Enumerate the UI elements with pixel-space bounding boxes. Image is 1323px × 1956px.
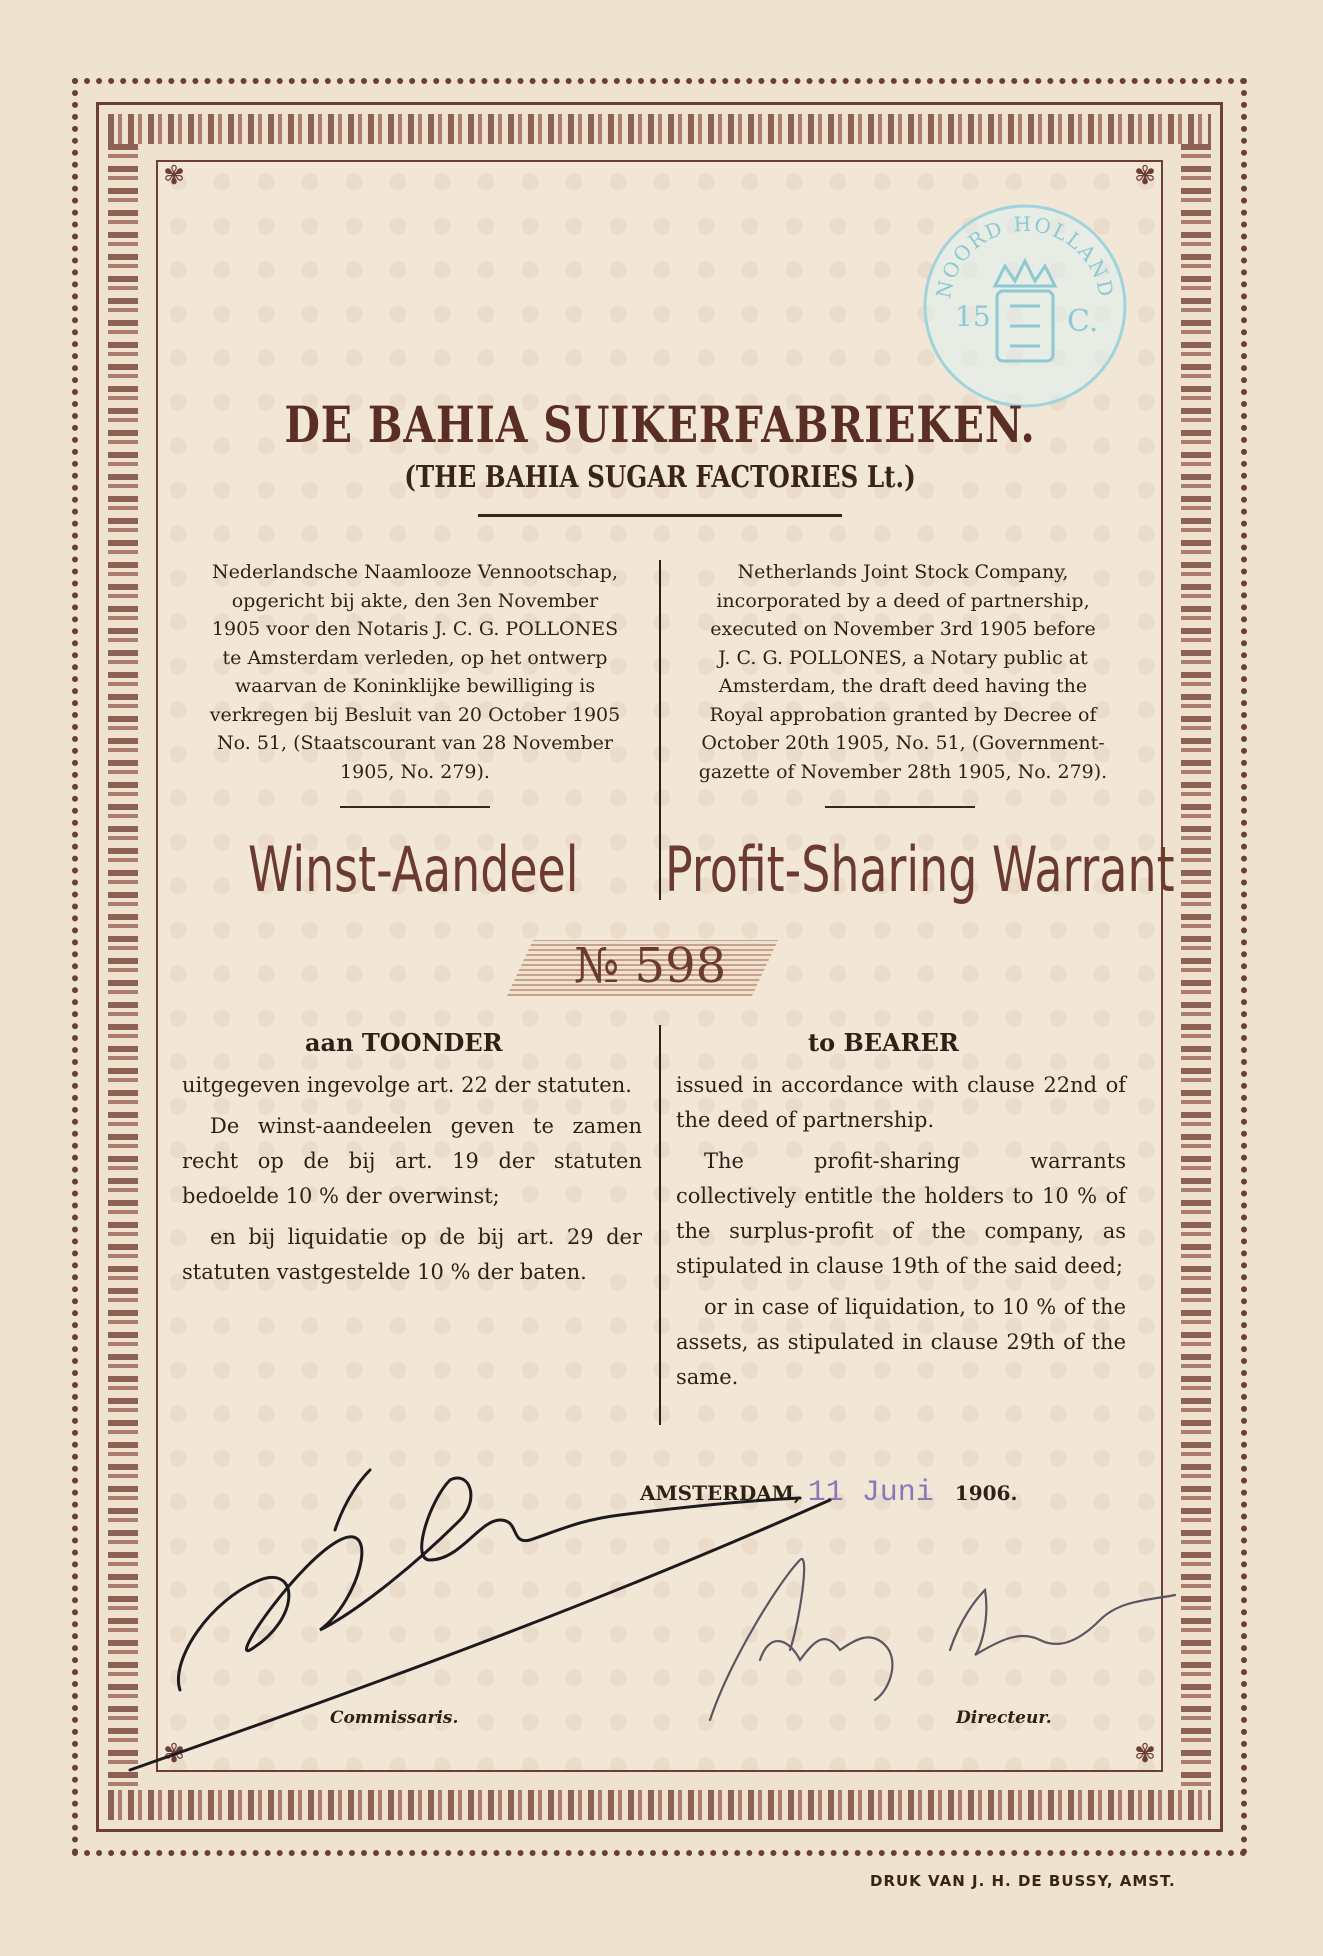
corner-ornament-icon: ✾ [163, 161, 185, 190]
issue-date-stamp: 11 Juni [807, 1476, 934, 1510]
intro-english: Netherlands Joint Stock Company, incorporated by a deed of partnership, executed on November 3rd 1905 before J. C. G. POLLONES, a Notary public at Amsterdam, the draft deed having the Royal approbation granted by Decree of October 20th 1905, No. 51, (Government- gazette of November 28th 1905, No. 279). [698, 561, 1108, 783]
stamp-value: 15 [955, 300, 991, 333]
warrant-type-en: Profit-Sharing Warrant [665, 833, 1175, 906]
issue-year: 1906. [954, 1481, 1018, 1505]
corner-ornament-icon: ✾ [163, 1739, 185, 1768]
corner-ornament-icon: ✾ [1134, 161, 1156, 190]
stamp-arc-text: NOORD HOLLAND [931, 211, 1119, 301]
signature-role-commissaris: Commissaris. [330, 1708, 459, 1728]
terms-english: issued in accordance with clause 22nd of the deed of partnership. The profit-sharing warrants collectively entitle the holders to 10 % of the surplus-profit of the company, as stipulated in clause 19th of the said deed; or in case of liquidation, to 10 % of the assets, as stipulated in clause 29th of the same. [676, 1073, 1126, 1389]
stamp-unit: C. [1067, 304, 1099, 339]
printer-imprint: DRUK VAN J. H. DE BUSSY, AMST. [870, 1872, 1176, 1890]
corner-ornament-icon: ✾ [1134, 1739, 1156, 1768]
company-name-nl: DE BAHIA SUIKERFABRIEKEN. [284, 395, 1036, 454]
bearer-heading-nl: aan TOONDER [305, 1028, 503, 1057]
company-name-en: (THE BAHIA SUGAR FACTORIES Lt.) [404, 460, 916, 495]
intro-dutch: Nederlandsche Naamlooze Vennootschap, opgericht bij akte, den 3en November 1905 voor den Notaris J. C. G. POLLONES te Amsterdam verleden, op het ontwerp waarvan de Koninklijke bewilliging is verkregen bij Besluit van 20 October 1905 No. 51, (Staatscourant van 28 November 1905, No. 279). [209, 561, 621, 783]
terms-dutch: uitgegeven ingevolge art. 22 der statuten. De winst-aandeelen geven te zamen recht op de bij art. 19 der statuten bedoelde 10 % der overwinst; en bij liquidatie op de bij art. 29 der statuten vastgestelde 10 % der baten. [182, 1073, 642, 1284]
bearer-heading-en: to BEARER [808, 1028, 959, 1057]
certificate-number: № 598 [573, 938, 727, 994]
signature-role-directeur: Directeur. [956, 1708, 1052, 1728]
warrant-type-nl: Winst-Aandeel [248, 833, 579, 906]
issue-place: AMSTERDAM, [640, 1481, 801, 1505]
